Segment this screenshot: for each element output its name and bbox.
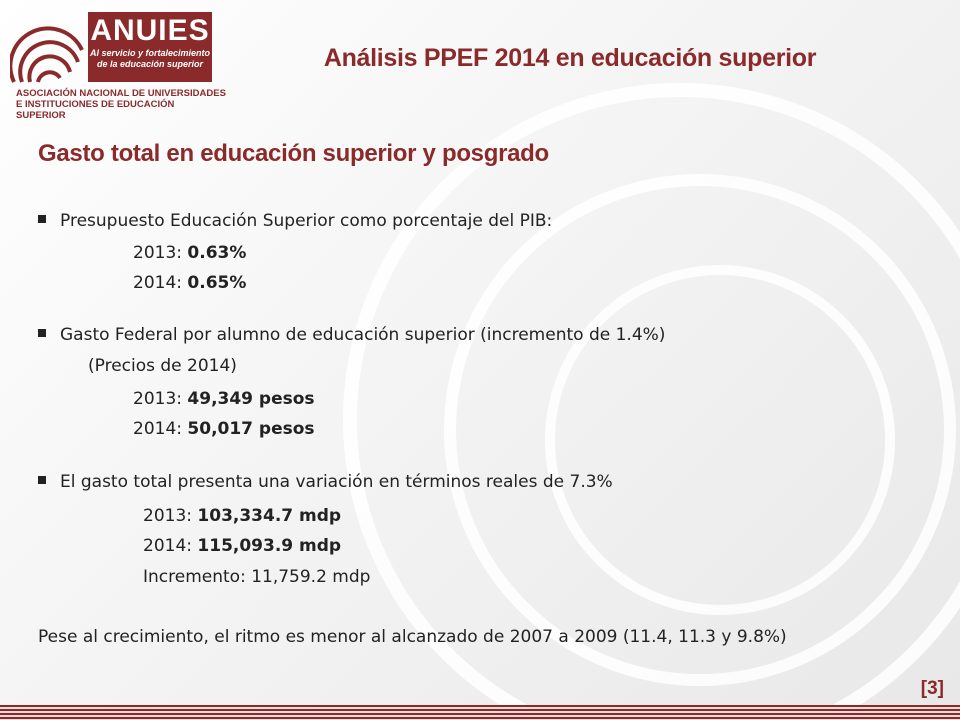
closing-text: Pese al crecimiento, el ritmo es menor al alcanzado de 2007 a 2009 (11.4, 11.3 y 9.8%) xyxy=(38,627,787,647)
bullet-text: Gasto Federal por alumno de educación superior (incremento de 1.4%) xyxy=(60,325,666,345)
value-amount: 0.63% xyxy=(187,243,247,263)
value-amount: 103,334.7 mdp xyxy=(197,506,342,526)
bullet-item xyxy=(38,472,613,492)
logo-assoc-line1: ASOCIACIÓN NACIONAL DE UNIVERSIDADES xyxy=(16,88,226,99)
value-label: 2013: xyxy=(133,389,188,409)
value-line xyxy=(133,419,315,439)
value-line xyxy=(143,536,341,556)
value-label: 2013: xyxy=(143,506,198,526)
anuies-emblem-icon xyxy=(10,10,86,84)
footer-bar xyxy=(0,705,960,720)
bullet-square-icon xyxy=(38,476,46,484)
value-amount: 49,349 pesos xyxy=(187,389,315,409)
slide-title: Análisis PPEF 2014 en educación superior xyxy=(323,44,817,72)
value-label: 2013: xyxy=(133,243,188,263)
logo-title: ANUIES xyxy=(90,14,210,47)
bullet-item xyxy=(38,211,552,231)
value-line xyxy=(133,273,246,293)
bullet-item xyxy=(38,325,665,345)
logo-association xyxy=(16,88,226,121)
section-heading: Gasto total en educación superior y posgrado xyxy=(38,140,549,167)
bullet-note: (Precios de 2014) xyxy=(88,356,237,376)
value-label: 2014: xyxy=(143,536,198,556)
anuies-logo xyxy=(8,10,228,121)
bullet-square-icon xyxy=(38,329,46,337)
logo-assoc-line2: E INSTITUCIONES DE EDUCACIÓN SUPERIOR xyxy=(16,99,175,121)
value-line xyxy=(133,389,315,409)
bullet-square-icon xyxy=(38,215,46,223)
logo-subtitle-line2: de la educación superior xyxy=(96,59,204,69)
logo-subtitle-line1: Al servicio y fortalecimiento xyxy=(89,48,211,58)
bullet-text: El gasto total presenta una variación en términos reales de 7.3% xyxy=(60,472,613,492)
value-amount: 50,017 pesos xyxy=(187,419,315,439)
value-line xyxy=(143,567,370,587)
logo-box xyxy=(88,12,212,82)
value-amount: 115,093.9 mdp xyxy=(197,536,342,556)
page-number: [3] xyxy=(920,678,944,699)
value-amount: 0.65% xyxy=(187,273,247,293)
value-line xyxy=(133,243,246,263)
value-label: 2014: xyxy=(133,273,188,293)
value-line xyxy=(143,506,341,526)
bullet-text: Presupuesto Educación Superior como porcentaje del PIB: xyxy=(60,211,553,231)
value-label: 2014: xyxy=(133,419,188,439)
value-label: Incremento: 11,759.2 mdp xyxy=(143,567,371,587)
